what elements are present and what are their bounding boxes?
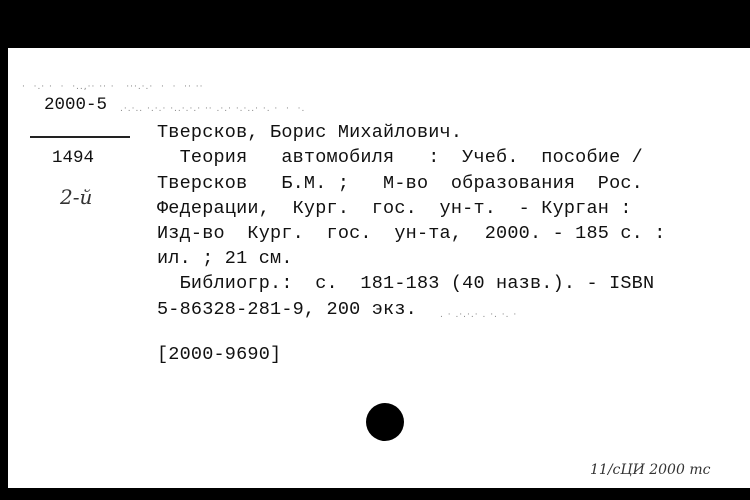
card-line-bibliography: Библиогр.: с. 181-183 (40 назв.). - ISBN	[157, 273, 655, 294]
index-number: 1494	[52, 148, 95, 168]
card-line-resp-cont: Федерации, Кург. гос. ун-т. - Курган :	[157, 198, 632, 219]
handwritten-bottom-note: 11/cЦИ 2000 тс	[590, 462, 711, 478]
punch-hole	[366, 403, 404, 441]
card-line-title: Теория автомобиля : Учеб. пособие /	[157, 147, 643, 168]
scan-noise: · ·.· · · ·..,·· ·· · ···.·.· · · ·· ··	[22, 82, 204, 92]
card-line-publisher: Изд-во Кург. гос. ун-та, 2000. - 185 с. :	[157, 223, 666, 244]
scan-noise: .·.·.. ·.·.· ·..·.·.· ·· .·.· ·.·..· ·. · · ·.	[120, 104, 306, 114]
scan-top-border	[0, 0, 750, 48]
scan-bottom-border	[0, 488, 750, 500]
card-line-resp: Тверсков Б.М. ; М-во образования Рос.	[157, 173, 643, 194]
scan-noise: . · .·.·.· . ·. ·. ·	[440, 310, 518, 320]
card-line-physical: ил. ; 21 см.	[157, 248, 293, 269]
card-line-author: Тверсков, Борис Михайлович.	[157, 122, 463, 143]
call-number: 2000-5	[44, 95, 108, 115]
call-number-rule	[30, 136, 130, 138]
handwritten-left-note: 2-й	[60, 185, 93, 209]
card-line-isbn: 5-86328-281-9, 200 экз.	[157, 299, 417, 320]
card-line-accession: [2000-9690]	[157, 344, 282, 365]
scan-left-border	[0, 48, 8, 488]
